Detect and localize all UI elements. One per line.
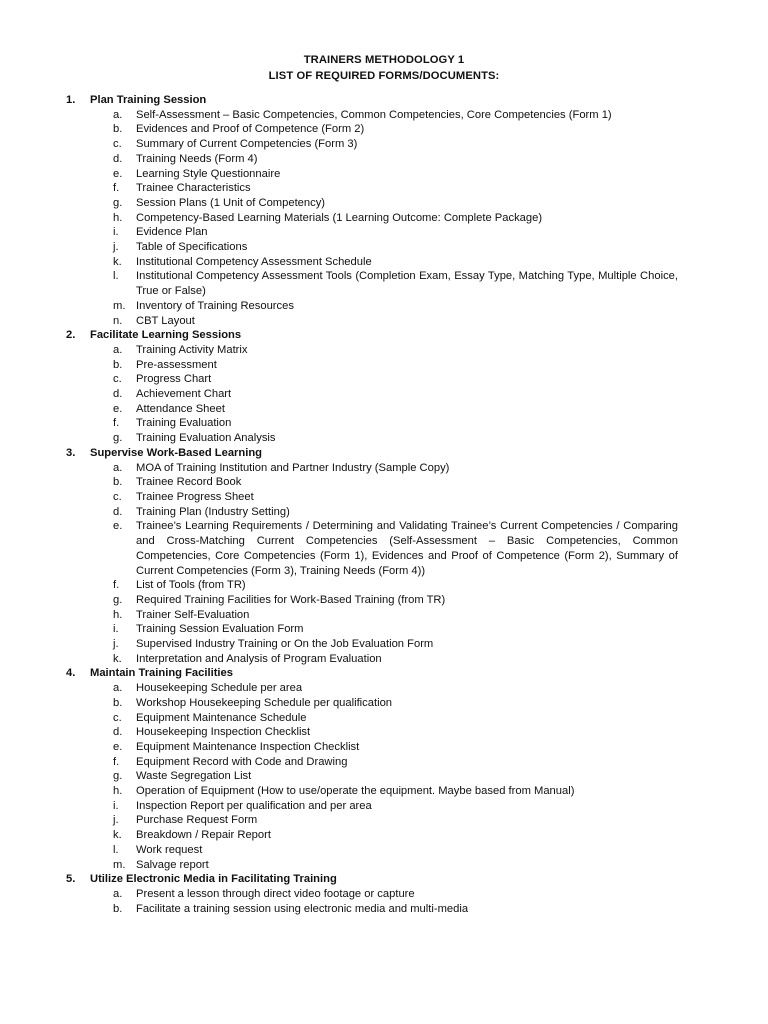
list-item [66, 843, 678, 858]
section [66, 666, 678, 872]
list-item [66, 902, 678, 917]
section-number: 5. [66, 873, 76, 886]
section-heading [66, 666, 678, 681]
section-heading [66, 446, 678, 461]
list-item [66, 108, 678, 123]
item-text: Work request [136, 843, 203, 856]
item-letter: h. [113, 785, 123, 798]
list-item [66, 461, 678, 476]
item-text: Session Plans (1 Unit of Competency) [136, 196, 326, 209]
item-letter: h. [113, 211, 123, 224]
item-text: Pre-assessment [136, 358, 217, 371]
item-text: Housekeeping Inspection Checklist [136, 726, 311, 739]
item-text: Trainee Characteristics [136, 182, 251, 195]
list-item [66, 740, 678, 755]
item-text: Self-Assessment – Basic Competencies, Common Competencies, Core Competencies (Form 1) [136, 108, 612, 121]
section-heading-text: Plan Training Session [90, 94, 207, 106]
list-item [66, 622, 678, 637]
list-item [66, 372, 678, 387]
item-letter: e. [113, 520, 123, 533]
item-letter: g. [113, 593, 123, 606]
item-letter: j. [113, 241, 119, 254]
item-list [66, 461, 678, 667]
list-item [66, 828, 678, 843]
item-letter: k. [113, 255, 122, 268]
item-list [66, 887, 678, 916]
list-item [66, 769, 678, 784]
item-letter: a. [113, 461, 123, 474]
item-letter: b. [113, 476, 123, 489]
item-text: Learning Style Questionnaire [136, 167, 281, 180]
item-letter: k. [113, 829, 122, 842]
item-text: Required Training Facilities for Work-Based Training (from TR) [136, 593, 446, 606]
list-item [66, 402, 678, 417]
list-item [66, 137, 678, 152]
item-text: Progress Chart [136, 373, 212, 386]
item-letter: c. [113, 373, 122, 386]
list-item [66, 578, 678, 593]
section-heading-text: Utilize Electronic Media in Facilitating Training [90, 873, 337, 886]
list-item [66, 240, 678, 255]
section-heading [66, 93, 678, 108]
item-text: Table of Specifications [136, 241, 248, 254]
item-text: Trainee Record Book [136, 476, 242, 489]
item-text: Achievement Chart [136, 388, 232, 401]
document-subtitle: LIST OF REQUIRED FORMS/DOCUMENTS: [268, 70, 500, 82]
list-item [66, 799, 678, 814]
item-text: Attendance Sheet [136, 402, 225, 415]
item-text: Inventory of Training Resources [136, 299, 294, 312]
list-item [66, 475, 678, 490]
list-item [66, 505, 678, 520]
section-number: 1. [66, 94, 76, 106]
item-text: Inspection Report per qualification and per area [136, 799, 372, 812]
list-item [66, 314, 678, 329]
list-item [66, 490, 678, 505]
item-letter: n. [113, 314, 123, 327]
item-text: Waste Segregation List [136, 770, 252, 783]
list-item [66, 784, 678, 799]
section-heading-text: Facilitate Learning Sessions [90, 329, 242, 342]
list-item [66, 652, 678, 667]
item-text: CBT Layout [136, 314, 195, 327]
title-block [0, 52, 768, 84]
section-number: 2. [66, 329, 76, 342]
list-item [66, 416, 678, 431]
section [66, 328, 678, 446]
item-text: Trainee’s Learning Requirements / Determining and Validating Trainee’s Current Competencies / Comparing and Cross-Matching Current Competencies (Self-Assessment – Basic Competencies, Common Competencies, Core Competencies (Form 1), Evidences and Proof of Competence (Form 2), Summary of Current Competencies (Form 3), Training Needs (Form 4)) [136, 520, 678, 577]
section-number: 4. [66, 667, 76, 680]
item-text: Evidences and Proof of Competence (Form 2) [136, 123, 365, 136]
item-letter: i. [113, 226, 119, 239]
item-letter: g. [113, 432, 123, 445]
item-letter: a. [113, 887, 123, 900]
item-letter: h. [113, 608, 123, 621]
document-body [66, 93, 678, 916]
item-letter: e. [113, 167, 123, 180]
list-item [66, 681, 678, 696]
item-letter: c. [113, 138, 122, 151]
item-text: Purchase Request Form [136, 814, 258, 827]
item-letter: d. [113, 388, 123, 401]
item-text: Equipment Record with Code and Drawing [136, 755, 348, 768]
item-text: Facilitate a training session using electronic media and multi-media [136, 902, 469, 915]
section-heading [66, 328, 678, 343]
item-text: Workshop Housekeeping Schedule per qualification [136, 696, 393, 709]
item-list [66, 343, 678, 446]
item-text: Breakdown / Repair Report [136, 829, 271, 842]
item-letter: f. [113, 579, 120, 592]
list-item [66, 711, 678, 726]
item-letter: j. [113, 638, 119, 651]
list-item [66, 269, 678, 298]
item-letter: d. [113, 726, 123, 739]
item-letter: a. [113, 343, 123, 356]
item-text: Salvage report [136, 858, 209, 871]
section [66, 93, 678, 328]
list-item [66, 887, 678, 902]
list-item [66, 608, 678, 623]
list-item [66, 343, 678, 358]
item-text: Training Session Evaluation Form [136, 623, 304, 636]
item-text: Interpretation and Analysis of Program Evaluation [136, 652, 382, 665]
item-text: Supervised Industry Training or On the Job Evaluation Form [136, 638, 434, 651]
item-letter: e. [113, 402, 123, 415]
item-letter: f. [113, 755, 120, 768]
list-item [66, 122, 678, 137]
item-list [66, 681, 678, 872]
list-item [66, 211, 678, 226]
item-text: Evidence Plan [136, 226, 208, 239]
item-letter: g. [113, 770, 123, 783]
item-letter: d. [113, 505, 123, 518]
item-text: Training Evaluation [136, 417, 232, 430]
item-text: List of Tools (from TR) [136, 579, 246, 592]
item-text: Institutional Competency Assessment Schedule [136, 255, 372, 268]
item-letter: g. [113, 196, 123, 209]
list-item [66, 358, 678, 373]
item-letter: a. [113, 682, 123, 695]
list-item [66, 181, 678, 196]
item-text: Trainee Progress Sheet [136, 490, 254, 503]
section [66, 872, 678, 916]
item-letter: b. [113, 902, 123, 915]
item-text: Trainer Self-Evaluation [136, 608, 250, 621]
item-letter: e. [113, 740, 123, 753]
item-letter: i. [113, 623, 119, 636]
item-letter: m. [113, 299, 126, 312]
list-item [66, 255, 678, 270]
document-title: TRAINERS METHODOLOGY 1 [303, 54, 465, 66]
section-heading-text: Supervise Work-Based Learning [90, 446, 263, 459]
item-letter: b. [113, 358, 123, 371]
list-item [66, 858, 678, 873]
item-text: Training Needs (Form 4) [136, 152, 258, 165]
item-list [66, 108, 678, 329]
list-item [66, 593, 678, 608]
item-text: Training Plan (Industry Setting) [136, 505, 290, 518]
list-item [66, 225, 678, 240]
item-letter: f. [113, 417, 120, 430]
item-text: Operation of Equipment (How to use/operate the equipment. Maybe based from Manual) [136, 785, 575, 798]
item-text: MOA of Training Institution and Partner Industry (Sample Copy) [136, 461, 450, 474]
item-text: Equipment Maintenance Schedule [136, 711, 307, 724]
item-letter: c. [113, 711, 122, 724]
list-item [66, 637, 678, 652]
item-letter: b. [113, 696, 123, 709]
item-letter: c. [113, 490, 122, 503]
item-text: Equipment Maintenance Inspection Checklist [136, 740, 360, 753]
list-item [66, 813, 678, 828]
list-item [66, 431, 678, 446]
item-text: Housekeeping Schedule per area [136, 682, 303, 695]
section-number: 3. [66, 446, 76, 459]
item-letter: k. [113, 652, 122, 665]
list-item [66, 196, 678, 211]
section-heading [66, 872, 678, 887]
item-letter: i. [113, 799, 119, 812]
item-text: Competency-Based Learning Materials (1 Learning Outcome: Complete Package) [136, 211, 543, 224]
list-item [66, 167, 678, 182]
item-text: Training Evaluation Analysis [136, 432, 276, 445]
list-item [66, 696, 678, 711]
item-letter: m. [113, 858, 126, 871]
list-item [66, 387, 678, 402]
item-letter: d. [113, 152, 123, 165]
section [66, 446, 678, 667]
list-item [66, 519, 678, 578]
list-item [66, 755, 678, 770]
item-letter: a. [113, 108, 123, 121]
item-letter: l. [113, 843, 119, 856]
section-heading-text: Maintain Training Facilities [90, 667, 233, 680]
list-item [66, 299, 678, 314]
list-item [66, 725, 678, 740]
item-text: Institutional Competency Assessment Tools (Completion Exam, Essay Type, Matching Type, Multiple Choice, True or False) [136, 270, 678, 298]
item-letter: j. [113, 814, 119, 827]
item-text: Training Activity Matrix [136, 343, 248, 356]
item-text: Summary of Current Competencies (Form 3) [136, 138, 358, 151]
item-letter: b. [113, 123, 123, 136]
item-letter: f. [113, 182, 120, 195]
item-text: Present a lesson through direct video footage or capture [136, 887, 415, 900]
item-letter: l. [113, 270, 119, 283]
list-item [66, 152, 678, 167]
